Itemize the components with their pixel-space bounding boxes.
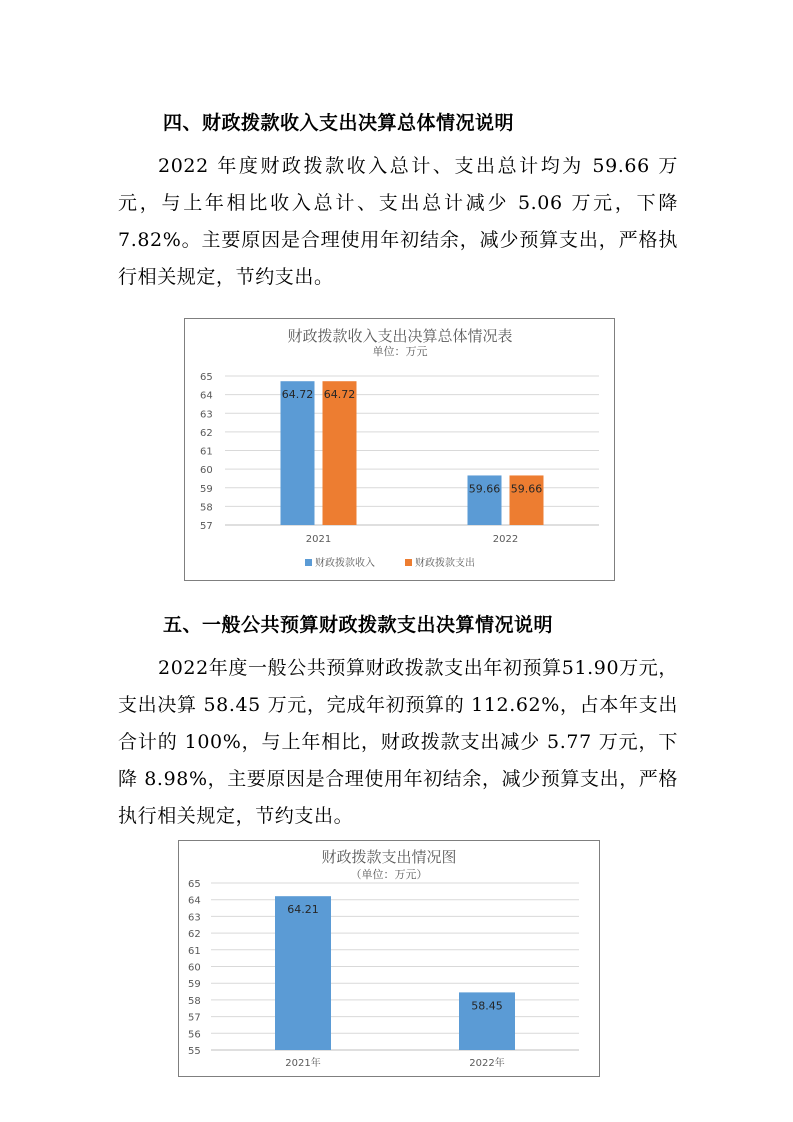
y-tick-label: 60 <box>200 465 213 477</box>
section-5-heading: 五、一般公共预算财政拨款支出决算情况说明 <box>163 614 554 636</box>
x-category-label: 2022年 <box>469 1058 505 1069</box>
y-tick-label: 58 <box>188 995 201 1007</box>
y-tick-label: 65 <box>200 372 213 383</box>
y-tick-label: 57 <box>188 1012 201 1024</box>
income-expense-chart <box>184 318 615 581</box>
expense-chart <box>178 840 600 1077</box>
y-tick-label: 55 <box>188 1046 201 1057</box>
expense-chart-svg <box>179 841 599 1076</box>
y-tick-label: 56 <box>188 1029 201 1041</box>
y-tick-label: 64 <box>200 390 213 402</box>
x-category-label: 2022 <box>492 534 519 545</box>
y-tick-label: 61 <box>188 945 201 957</box>
y-tick-label: 64 <box>188 895 201 907</box>
data-label: 58.45 <box>471 999 503 1013</box>
y-tick-label: 63 <box>200 409 213 421</box>
y-tick-label: 59 <box>200 483 213 495</box>
y-tick-label: 57 <box>200 521 213 532</box>
legend-label: 财政拨款支出 <box>415 558 475 569</box>
y-tick-label: 58 <box>200 502 213 514</box>
data-label: 64.72 <box>281 388 314 402</box>
chart-subtitle: 单位：万元 <box>372 345 428 358</box>
bar <box>323 381 357 525</box>
y-tick-label: 59 <box>188 979 201 991</box>
y-tick-label: 61 <box>200 446 213 458</box>
data-label: 59.66 <box>468 482 501 496</box>
y-tick-label: 60 <box>188 962 201 974</box>
section-4-heading: 四、财政拨款收入支出决算总体情况说明 <box>163 112 515 134</box>
section-5-paragraph: 2022年度一般公共预算财政拨款支出年初预算51.90万元，支出决算 58.45 万元，完成年初预算的 112.62%，占本年支出合计的 100%，与上年相比，财政拨款支出减少 5.77 万元，下降 8.98%，主要原因是合理使用年初结余，减少预算支出，严格执行相关规定，节约支出。 <box>118 657 678 827</box>
income-expense-chart-svg <box>185 319 614 580</box>
legend-swatch <box>305 559 312 566</box>
y-tick-label: 62 <box>200 427 213 439</box>
data-label: 64.72 <box>323 388 356 402</box>
section-4-paragraph: 2022 年度财政拨款收入总计、支出总计均为 59.66 万元，与上年相比收入总计、支出总计减少 5.06 万元，下降 7.82%。主要原因是合理使用年初结余，减少预算支出，严格执行相关规定，节约支出。 <box>118 155 678 288</box>
bar <box>275 896 331 1050</box>
legend-swatch <box>405 559 412 566</box>
bar <box>281 381 315 525</box>
chart-title: 财政拨款收入支出决算总体情况表 <box>287 327 513 345</box>
data-label: 64.21 <box>287 903 319 917</box>
x-category-label: 2021 <box>305 534 332 545</box>
x-category-label: 2021年 <box>285 1058 321 1069</box>
y-tick-label: 65 <box>188 879 201 890</box>
legend-label: 财政拨款收入 <box>315 558 375 569</box>
data-label: 59.66 <box>510 482 543 496</box>
y-tick-label: 62 <box>188 929 201 941</box>
chart-subtitle: （单位：万元） <box>350 868 428 881</box>
chart-title: 财政拨款支出情况图 <box>321 848 457 866</box>
y-tick-label: 63 <box>188 912 201 924</box>
